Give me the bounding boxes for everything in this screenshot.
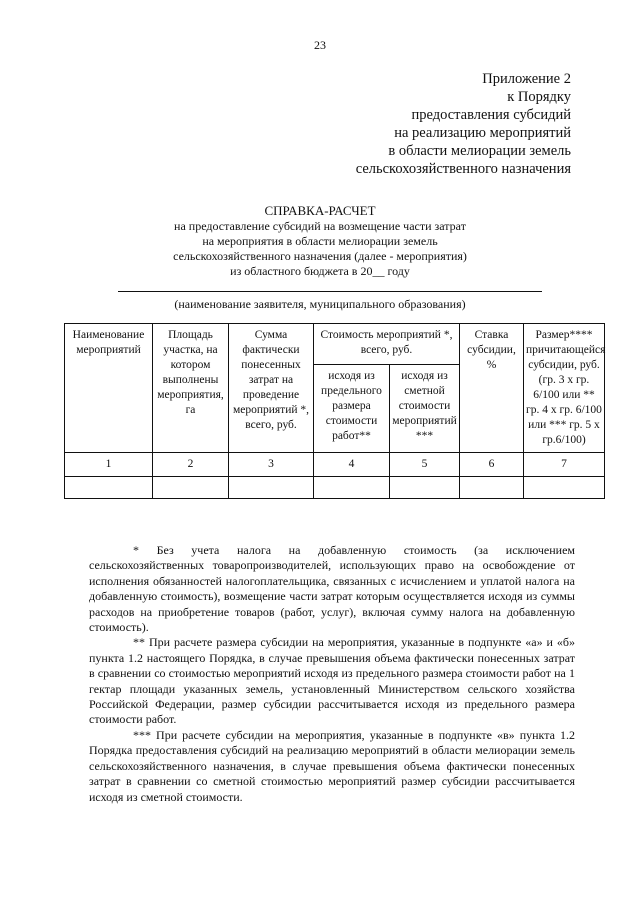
footnote-max-cost: ** При расчете размера субсидии на мероприятия, указанные в подпункте «а» и «б» пункта 1.2 настоящего Порядка, в случае превышения объема фактически понесенных затрат в сравнении со стоимостью мероприятий исходя из предельного размера стоимости работ на 1 гектар площади указанных земель, установленный Министерством сельского хозяйства Российской Федерации, размер субсидии рассчитывается исходя из предельного размера стоимости работ. xyxy=(89,635,575,727)
header-subsidy-amount: Размер**** причитающейся субсидии, руб. (гр. 3 x гр. 6/100 или ** гр. 4 x гр. 6/100 или *** гр. 5 x гр.6/100) xyxy=(524,324,605,453)
calculation-table xyxy=(64,323,605,499)
header-estimate-cost: исходя из сметной стоимости мероприятий *** xyxy=(390,364,460,452)
subtitle-line: сельскохозяйственного назначения (далее - мероприятия) xyxy=(173,249,467,263)
footnote-estimate-cost: *** При расчете субсидии на мероприятия, указанные в подпункте «в» пункта 1.2 Порядка предоставления субсидий на реализацию мероприятий в области мелиорации земель сельскохозяйственного назначения, в случае превышения объема фактически понесенных затрат в сравнении со сметной стоимостью мероприятий размер субсидии рассчитывается исходя из сметной стоимости. xyxy=(89,727,575,804)
header-plot-area: Площадь участка, на котором выполнены мероприятия, га xyxy=(153,324,229,453)
document-title-block xyxy=(0,203,640,279)
footnote-vat: * Без учета налога на добавленную стоимость (за исключением сельскохозяйственных товаропроизводителей, использующих право на освобождение от исполнения обязанностей налогоплательщика, связанных с исчислением и уплатой налога на добавленную стоимость), возмещение части затрат которым осуществляется исходя из суммы расходов на приобретение товаров (работ, услуг), включая сумму налога на добавленную стоимость). xyxy=(89,543,575,635)
document-title: СПРАВКА-РАСЧЕТ xyxy=(264,203,376,218)
appendix-header xyxy=(356,70,571,178)
column-number: 6 xyxy=(460,453,524,477)
applicant-fill-line xyxy=(118,291,542,292)
table-cell[interactable] xyxy=(524,477,605,499)
appendix-line: в области мелиорации земель xyxy=(388,143,571,159)
subtitle-line: на мероприятия в области мелиорации земель xyxy=(202,234,438,248)
column-number: 4 xyxy=(314,453,390,477)
table-cell[interactable] xyxy=(390,477,460,499)
column-number: 5 xyxy=(390,453,460,477)
table-cell[interactable] xyxy=(65,477,153,499)
appendix-line: Приложение 2 xyxy=(482,71,571,87)
table-header-row xyxy=(65,324,605,365)
page-number: 23 xyxy=(314,38,326,52)
table-row xyxy=(65,477,605,499)
footnotes xyxy=(89,543,575,805)
header-activity-name: Наименование мероприятий xyxy=(65,324,153,453)
appendix-line: к Порядку xyxy=(507,89,571,105)
appendix-line: предоставления субсидий xyxy=(411,107,571,123)
appendix-line: сельскохозяйственного назначения xyxy=(355,161,571,177)
column-number: 1 xyxy=(65,453,153,477)
column-number: 2 xyxy=(153,453,229,477)
table-cell[interactable] xyxy=(153,477,229,499)
header-actual-costs: Сумма фактически понесенных затрат на проведение мероприятий *, всего, руб. xyxy=(229,324,314,453)
table-cell[interactable] xyxy=(229,477,314,499)
header-max-cost: исходя из предельного размера стоимости работ** xyxy=(314,364,390,452)
appendix-line: на реализацию мероприятий xyxy=(394,125,571,141)
applicant-caption: (наименование заявителя, муниципального образования) xyxy=(174,297,466,311)
header-activity-cost: Стоимость мероприятий *, всего, руб. xyxy=(314,324,460,365)
table-cell[interactable] xyxy=(460,477,524,499)
column-number: 3 xyxy=(229,453,314,477)
subtitle-line: на предоставление субсидий на возмещение части затрат xyxy=(174,219,466,233)
column-number-row xyxy=(65,453,605,477)
header-subsidy-rate: Ставка субсидии, % xyxy=(460,324,524,453)
column-number: 7 xyxy=(524,453,605,477)
table-cell[interactable] xyxy=(314,477,390,499)
subtitle-line: из областного бюджета в 20__ году xyxy=(230,264,410,278)
